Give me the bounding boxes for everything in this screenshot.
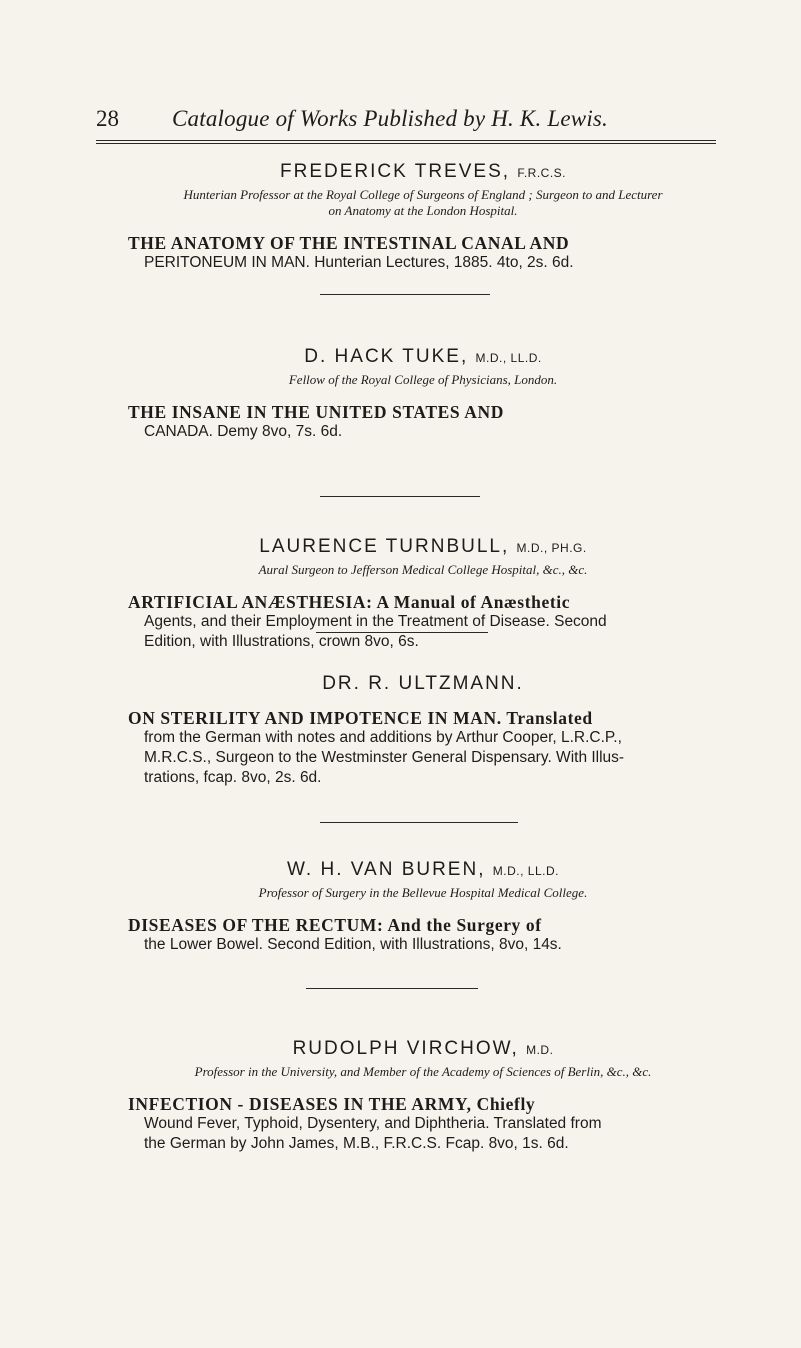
author-name-text: FREDERICK TREVES, [280, 161, 511, 182]
author-affiliation [128, 1064, 718, 1080]
author-name [128, 1037, 718, 1062]
author-affiliation [128, 562, 718, 578]
author-affiliation [128, 372, 718, 388]
author-affiliation [128, 885, 718, 901]
header-rule-top [96, 140, 716, 141]
author-name-text: RUDOLPH VIRCHOW, [292, 1038, 519, 1059]
catalogue-entry [128, 345, 718, 442]
running-head [96, 102, 716, 136]
author-degrees: F.R.C.S. [517, 166, 566, 180]
author-name-text: D. HACK TUKE, [304, 346, 469, 367]
work-listing [128, 915, 718, 955]
author-affiliation [128, 187, 718, 219]
section-divider [316, 632, 488, 633]
catalogue-entry [128, 858, 718, 955]
author-name [128, 858, 718, 883]
author-name [128, 160, 718, 185]
page-number: 28 [96, 106, 119, 131]
author-degrees: M.D., LL.D. [492, 864, 559, 878]
work-detail-line: Agents, and their Employment in the Treatment of Disease. Second [144, 613, 607, 630]
running-head-title: Catalogue of Works Published by H. K. Lewis. [172, 106, 609, 131]
affiliation-line: Professor of Surgery in the Bellevue Hospital Medical College. [258, 885, 588, 900]
work-detail-line: trations, fcap. 8vo, 2s. 6d. [144, 769, 322, 786]
affiliation-line: Hunterian Professor at the Royal College of Surgeons of England ; Surgeon to and Lecturer [183, 187, 663, 202]
work-title: ARTIFICIAL ANÆSTHESIA: A Manual of Anæsthetic [128, 592, 571, 612]
work-title: DISEASES OF THE RECTUM: And the Surgery of [128, 915, 542, 935]
header-rule-bottom [96, 143, 716, 144]
work-detail-line: the German by John James, M.B., F.R.C.S. Fcap. 8vo, 1s. 6d. [144, 1135, 569, 1152]
work-detail-line: PERITONEUM IN MAN. Hunterian Lectures, 1885. 4to, 2s. 6d. [144, 254, 574, 271]
author-name [128, 345, 718, 370]
catalogue-entry [128, 160, 718, 273]
work-listing [128, 708, 718, 788]
work-detail-line: Edition, with Illustrations, crown 8vo, 6s. [144, 633, 419, 650]
work-listing [128, 1094, 718, 1154]
affiliation-line: Aural Surgeon to Jefferson Medical College Hospital, &c., &c. [258, 562, 588, 577]
work-detail-line: Wound Fever, Typhoid, Dysentery, and Diphtheria. Translated from [144, 1115, 602, 1132]
work-title: THE INSANE IN THE UNITED STATES AND [128, 402, 504, 422]
catalogue-entry [128, 672, 718, 788]
work-detail-line: the Lower Bowel. Second Edition, with Illustrations, 8vo, 14s. [144, 936, 562, 953]
author-name [128, 672, 718, 696]
section-divider [320, 822, 518, 823]
work-detail-line: M.R.C.S., Surgeon to the Westminster General Dispensary. With Illus- [144, 749, 625, 766]
author-name-text: DR. R. ULTZMANN. [322, 673, 524, 694]
author-name [128, 535, 718, 560]
affiliation-line: Professor in the University, and Member of the Academy of Sciences of Berlin, &c., &c. [194, 1064, 652, 1079]
work-title: INFECTION - DISEASES IN THE ARMY, Chiefly [128, 1094, 536, 1114]
author-name-text: W. H. VAN BUREN, [287, 859, 486, 880]
affiliation-line: on Anatomy at the London Hospital. [328, 203, 518, 218]
section-divider [320, 496, 480, 497]
catalogue-entry [128, 535, 718, 652]
author-degrees: M.D., LL.D. [475, 351, 542, 365]
work-listing [128, 402, 718, 442]
work-listing [128, 592, 718, 652]
work-listing [128, 233, 718, 273]
author-name-text: LAURENCE TURNBULL, [259, 536, 510, 557]
work-detail-line: from the German with notes and additions by Arthur Cooper, L.R.C.P., [144, 729, 622, 746]
section-divider [306, 988, 478, 989]
affiliation-line: Fellow of the Royal College of Physicians, London. [288, 372, 558, 387]
author-degrees: M.D., PH.G. [516, 541, 587, 555]
section-divider [320, 294, 490, 295]
author-degrees: M.D. [526, 1043, 554, 1057]
work-title: THE ANATOMY OF THE INTESTINAL CANAL AND [128, 233, 570, 253]
work-title: ON STERILITY AND IMPOTENCE IN MAN. Translated [128, 708, 593, 728]
work-detail-line: CANADA. Demy 8vo, 7s. 6d. [144, 423, 343, 440]
catalogue-entry [128, 1037, 718, 1154]
